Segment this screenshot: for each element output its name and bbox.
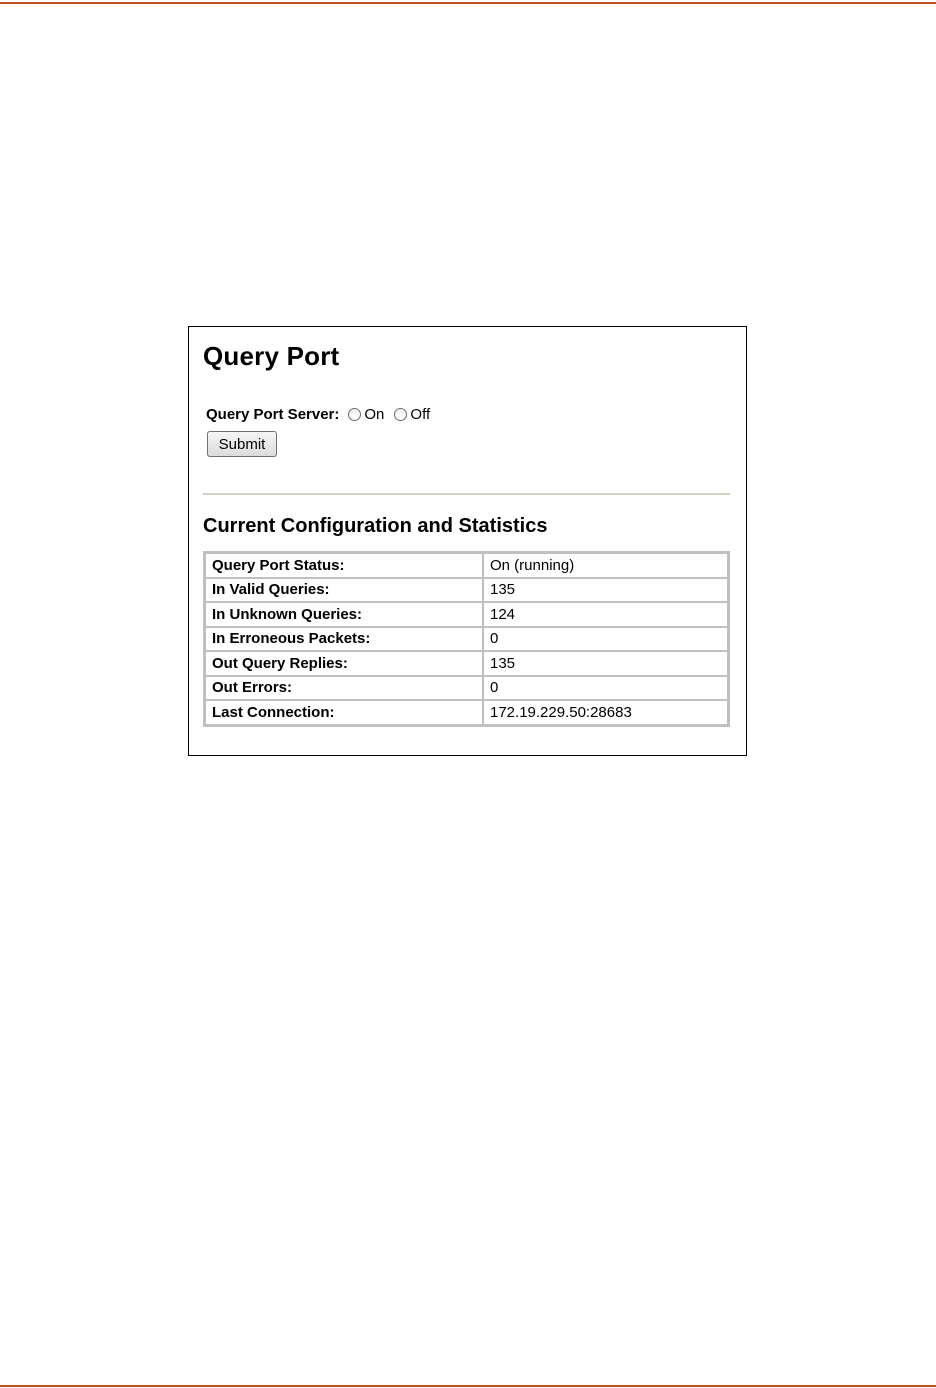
stat-value: 0 bbox=[483, 627, 728, 652]
stat-label: Out Query Replies: bbox=[205, 651, 483, 676]
table-row bbox=[205, 602, 728, 627]
stat-value: 124 bbox=[483, 602, 728, 627]
radio-off[interactable] bbox=[394, 408, 407, 421]
table-row bbox=[205, 553, 728, 578]
page-top-rule bbox=[0, 2, 936, 4]
stat-value: 135 bbox=[483, 651, 728, 676]
table-row bbox=[205, 700, 728, 725]
table-row bbox=[205, 578, 728, 603]
stat-label: In Valid Queries: bbox=[205, 578, 483, 603]
page-bottom-rule bbox=[0, 1385, 936, 1387]
query-port-server-label: Query Port Server: bbox=[206, 405, 340, 423]
stat-value: On (running) bbox=[483, 553, 728, 578]
table-row bbox=[205, 676, 728, 701]
submit-button[interactable]: Submit bbox=[207, 431, 277, 457]
stat-label: Query Port Status: bbox=[205, 553, 483, 578]
query-port-server-row bbox=[206, 404, 440, 424]
table-row bbox=[205, 651, 728, 676]
stat-label: In Unknown Queries: bbox=[205, 602, 483, 627]
section-title: Current Configuration and Statistics bbox=[203, 515, 548, 537]
radio-off-label[interactable]: Off bbox=[410, 405, 431, 423]
stat-value: 0 bbox=[483, 676, 728, 701]
page-title: Query Port bbox=[203, 341, 340, 371]
section-divider bbox=[203, 493, 730, 495]
stat-label: Last Connection: bbox=[205, 700, 483, 725]
stat-value: 172.19.229.50:28683 bbox=[483, 700, 728, 725]
query-port-panel bbox=[188, 326, 747, 756]
stat-label: Out Errors: bbox=[205, 676, 483, 701]
stat-value: 135 bbox=[483, 578, 728, 603]
table-row bbox=[205, 627, 728, 652]
radio-on[interactable] bbox=[348, 408, 361, 421]
stats-table bbox=[203, 551, 730, 727]
radio-on-label[interactable]: On bbox=[364, 405, 385, 423]
stat-label: In Erroneous Packets: bbox=[205, 627, 483, 652]
